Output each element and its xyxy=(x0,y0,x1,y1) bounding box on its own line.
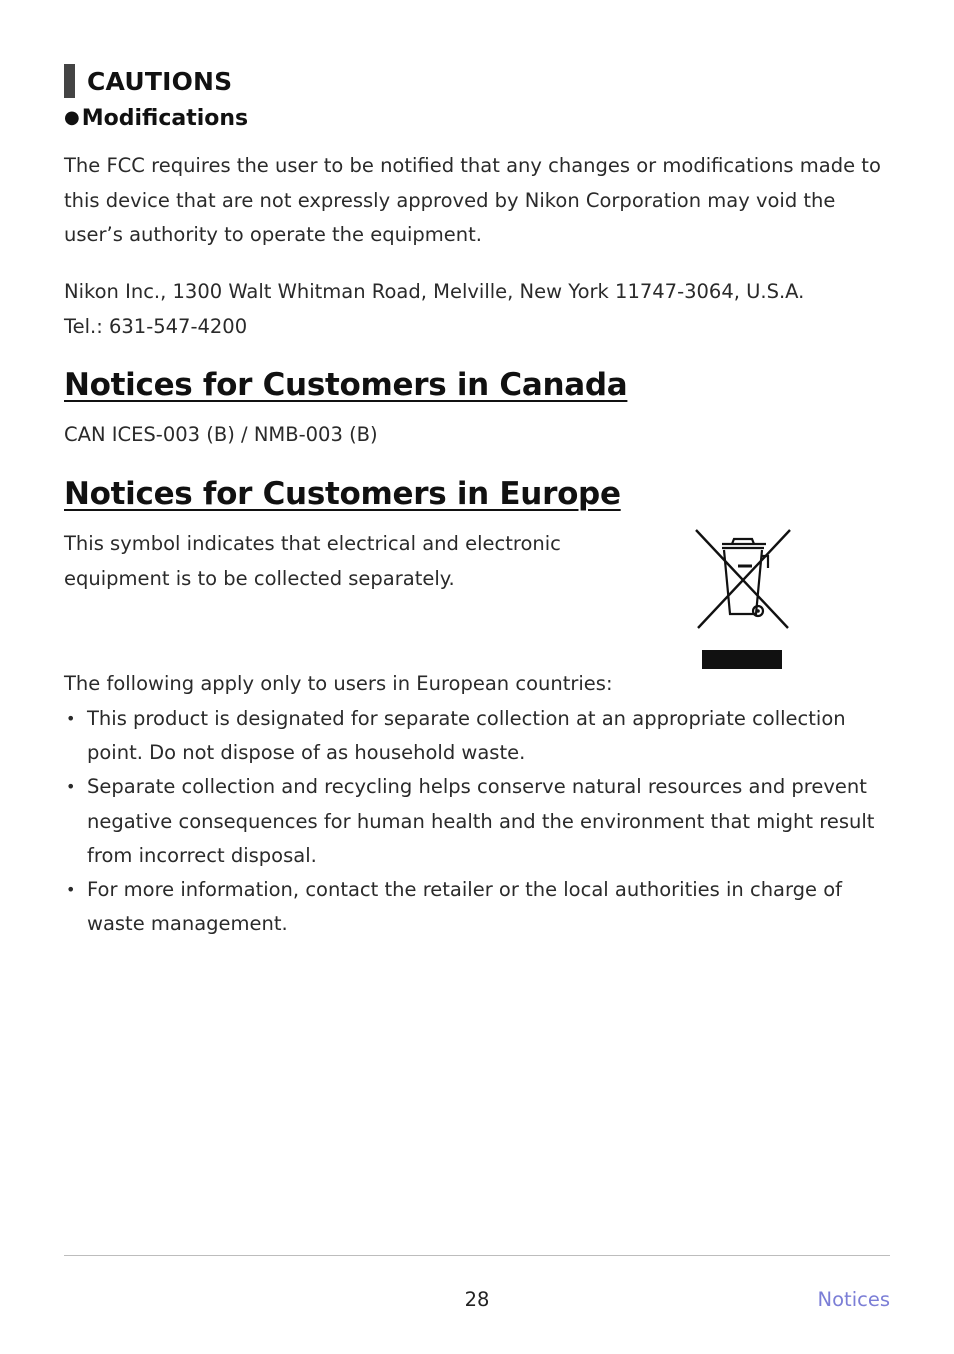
list-item-text: This product is designated for separate collection at an appropriate collection point. Do not dispose of as household waste. xyxy=(87,707,846,765)
europe-intro: The following apply only to users in European countries: xyxy=(64,672,613,695)
bullet-dot-icon: ● xyxy=(64,107,80,128)
footer-divider xyxy=(64,1255,890,1256)
bullet-icon: • xyxy=(66,880,76,900)
telephone-line: Tel.: 631-547-4200 xyxy=(64,314,248,338)
page-number: 28 xyxy=(464,1288,490,1311)
europe-bullet-list xyxy=(64,702,890,941)
cautions-heading xyxy=(64,64,232,98)
modifications-heading xyxy=(64,106,248,131)
address-line: Nikon Inc., 1300 Walt Whitman Road, Melville, New York 11747-3064, U.S.A. xyxy=(64,280,805,303)
heading-marker-bar xyxy=(64,64,75,98)
cautions-title: CAUTIONS xyxy=(87,66,233,96)
manual-page xyxy=(64,0,890,1354)
section-link-notices[interactable]: Notices xyxy=(817,1288,890,1311)
modifications-title: Modifications xyxy=(81,106,249,131)
crossed-out-wheeled-bin-icon xyxy=(694,528,794,672)
list-item-text: Separate collection and recycling helps conserve natural resources and prevent negative consequences for human health and the environment that might result from incorrect disposal. xyxy=(87,775,875,867)
canada-heading: Notices for Customers in Canada xyxy=(64,367,628,403)
list-item xyxy=(64,702,890,770)
list-item xyxy=(64,873,890,941)
canada-body: CAN ICES-003 (B) / NMB-003 (B) xyxy=(64,423,378,446)
address-block xyxy=(64,275,890,344)
list-item xyxy=(64,770,890,873)
europe-heading: Notices for Customers in Europe xyxy=(64,476,621,512)
bullet-icon: • xyxy=(66,709,76,728)
symbol-description: This symbol indicates that electrical and electronic equipment is to be collected separately. xyxy=(64,532,561,590)
list-item-text: For more information, contact the retailer or the local authorities in charge of waste management. xyxy=(87,878,843,936)
bullet-icon: • xyxy=(66,777,76,797)
modifications-body: The FCC requires the user to be notified that any changes or modifications made to this device that are not expressly approved by Nikon Corporation may void the user’s authority to operate the equipment. xyxy=(64,154,881,246)
